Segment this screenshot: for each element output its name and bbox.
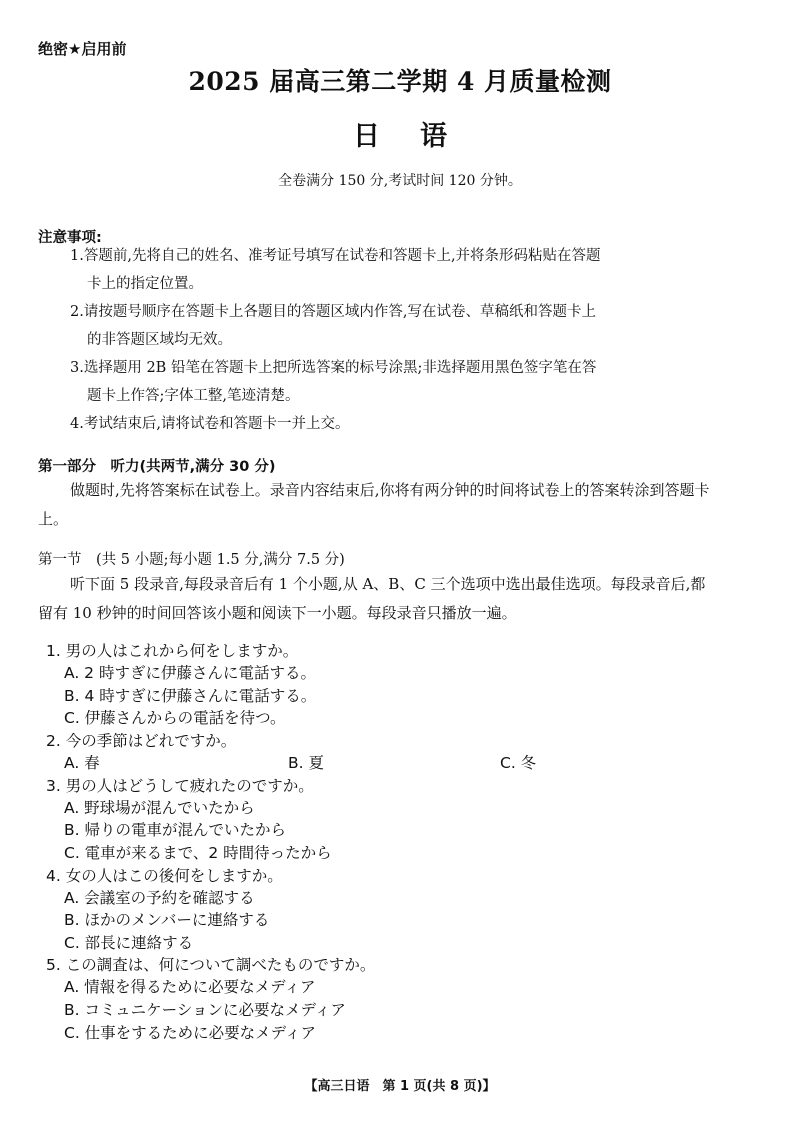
question-stem: 2. 今の季節はどれですか。 bbox=[46, 731, 237, 750]
question bbox=[46, 865, 726, 955]
question bbox=[46, 954, 726, 1044]
exam-title: 2025 届高三第二学期 4 月质量检测 bbox=[188, 67, 612, 96]
option-a: A. 2 時すぎに伊藤さんに電話する。 bbox=[64, 664, 316, 682]
note-number: 3. bbox=[70, 360, 84, 376]
secret-label: 绝密★启用前 bbox=[38, 40, 127, 58]
option-c: C. 伊藤さんからの電話を待つ。 bbox=[64, 709, 286, 728]
note-continuation: 的非答题区域均无效。 bbox=[87, 332, 232, 348]
note-text: 请按题号顺序在答题卡上各题目的答题区域内作答,写在试卷、草稿纸和答题卡上 bbox=[83, 304, 596, 320]
option-b: B. 夏 bbox=[288, 753, 324, 772]
option-a: A. 会議室の予約を確認する bbox=[64, 888, 255, 907]
note-item bbox=[70, 298, 710, 354]
note-item bbox=[70, 410, 710, 438]
question-stem: 4. 女の人はこの後何をしますか。 bbox=[46, 866, 283, 885]
option-a: A. 春 bbox=[64, 753, 100, 772]
note-text: 考试结束后,请将试卷和答题卡一并上交。 bbox=[83, 416, 350, 432]
part1-instruction: 做题时,先将答案标在试卷上。录音内容结束后,你将有两分钟的时间将试卷上的答案转涂到答题卡上。 bbox=[38, 481, 710, 528]
note-number: 1. bbox=[70, 248, 84, 264]
option-b: B. ほかのメンバーに連絡する bbox=[64, 911, 270, 930]
option-c: C. 仕事をするために必要なメディア bbox=[64, 1023, 316, 1042]
option-c: C. 冬 bbox=[500, 753, 537, 772]
option-row bbox=[46, 752, 726, 775]
question bbox=[46, 775, 726, 865]
section1-title: 第一节 (共 5 小题;每小题 1.5 分,满分 7.5 分) bbox=[38, 552, 345, 568]
notes-title: 注意事项: bbox=[38, 230, 102, 246]
question-stem: 1. 男の人はこれから何をしますか。 bbox=[46, 642, 299, 660]
section1-instruction: 听下面 5 段录音,每段录音后有 1 个小题,从 A、B、C 三个选项中选出最佳选项。每段录音后,都留有 10 秒钟的时间回答该小题和阅读下一小题。每段录音只播放一遍。 bbox=[38, 575, 706, 622]
question bbox=[46, 640, 726, 730]
notes-list bbox=[70, 240, 710, 438]
note-text: 选择题用 2B 铅笔在答题卡上把所选答案的标号涂黑;非选择题用黑色签字笔在答 bbox=[83, 360, 597, 376]
option-b: B. 帰りの電車が混んでいたから bbox=[64, 821, 286, 840]
question bbox=[46, 730, 726, 775]
question-stem: 5. この調査は、何について調べたものですか。 bbox=[46, 956, 376, 975]
option-c: C. 電車が来るまで、2 時間待ったから bbox=[64, 843, 332, 862]
note-continuation: 卡上的指定位置。 bbox=[87, 276, 203, 292]
page-footer: 【高三日语 第 1 页(共 8 页)】 bbox=[304, 1079, 496, 1094]
option-a: A. 情報を得るために必要なメディア bbox=[64, 978, 316, 997]
score-info: 全卷满分 150 分,考试时间 120 分钟。 bbox=[278, 173, 522, 189]
subject-title: 日语 bbox=[353, 121, 487, 152]
question-list bbox=[46, 640, 726, 1044]
part1-title: 第一部分 听力(共两节,满分 30 分) bbox=[38, 459, 276, 475]
option-b: B. コミュニケーションに必要なメディア bbox=[64, 1000, 346, 1019]
note-number: 4. bbox=[70, 416, 84, 432]
note-text: 答题前,先将自己的姓名、准考证号填写在试卷和答题卡上,并将条形码粘贴在答题 bbox=[83, 248, 601, 264]
option-a: A. 野球場が混んでいたから bbox=[64, 798, 255, 817]
note-item bbox=[70, 354, 710, 410]
note-continuation: 题卡上作答;字体工整,笔迹清楚。 bbox=[87, 388, 300, 404]
option-b: B. 4 時すぎに伊藤さんに電話する。 bbox=[64, 686, 317, 705]
option-c: C. 部長に連絡する bbox=[64, 933, 194, 952]
note-item bbox=[70, 242, 710, 298]
note-number: 2. bbox=[70, 304, 84, 320]
question-stem: 3. 男の人はどうして疲れたのですか。 bbox=[46, 776, 314, 795]
